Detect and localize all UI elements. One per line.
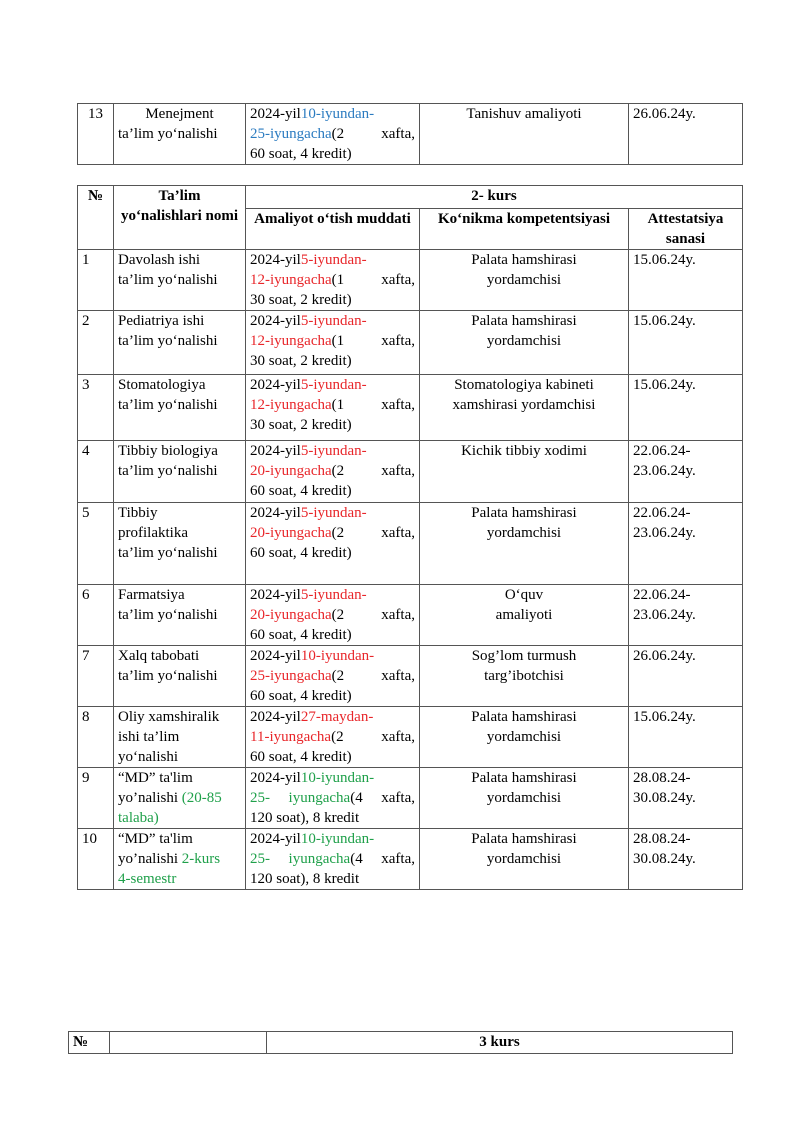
practice-duration: 2024-yil5-iyundan- 12-iyungacha(1 xafta, 30 soat, 2 kredit) — [246, 250, 420, 311]
header-date: Attestatsiya sanasi — [629, 209, 743, 250]
row-number: 4 — [78, 441, 114, 503]
table-row — [78, 829, 743, 890]
attestation-date: 22.06.24- 23.06.24y. — [629, 503, 743, 585]
attestation-date: 15.06.24y. — [629, 375, 743, 441]
table-row — [78, 585, 743, 646]
practice-table-top — [77, 103, 743, 165]
skill-competency: Palata hamshirasi yordamchisi — [420, 707, 629, 768]
attestation-date: 28.08.24- 30.08.24y. — [629, 829, 743, 890]
practice-table-course-2 — [77, 185, 743, 890]
row-number: 5 — [78, 503, 114, 585]
practice-duration: 2024-yil10-iyundan- 25- iyungacha(4 xafta, 120 soat), 8 kredit — [246, 829, 420, 890]
table-row — [78, 311, 743, 375]
header-direction-name: Ta’lim yo‘nalishlari nomi — [114, 186, 246, 250]
header-course: 3 kurs — [267, 1032, 733, 1054]
skill-competency: O‘quv amaliyoti — [420, 585, 629, 646]
table-body — [78, 250, 743, 890]
attestation-date: 15.06.24y. — [629, 707, 743, 768]
skill-competency: Palata hamshirasi yordamchisi — [420, 829, 629, 890]
direction-name: Stomatologiya ta’lim yo‘nalishi — [114, 375, 246, 441]
practice-duration: 2024-yil5-iyundan- 20-iyungacha(2 xafta, 60 soat, 4 kredit) — [246, 441, 420, 503]
row-number: 1 — [78, 250, 114, 311]
row-number: 9 — [78, 768, 114, 829]
header-number: № — [78, 186, 114, 250]
direction-name: Oliy xamshiralik ishi ta’lim yo‘nalishi — [114, 707, 246, 768]
attestation-date: 26.06.24y. — [629, 104, 743, 165]
direction-name: Tibbiy profilaktika ta’lim yo‘nalishi — [114, 503, 246, 585]
row-number: 8 — [78, 707, 114, 768]
row-number: 7 — [78, 646, 114, 707]
attestation-date: 15.06.24y. — [629, 250, 743, 311]
practice-duration: 2024-yil5-iyundan- 12-iyungacha(1 xafta, 30 soat, 2 kredit) — [246, 375, 420, 441]
practice-table-course-3 — [68, 1031, 733, 1054]
practice-duration: 2024-yil27-maydan- 11-iyungacha(2 xafta, 60 soat, 4 kredit) — [246, 707, 420, 768]
skill-competency: Kichik tibbiy xodimi — [420, 441, 629, 503]
practice-duration: 2024-yil10-iyundan- 25- iyungacha(4 xafta, 120 soat), 8 kredit — [246, 768, 420, 829]
skill-competency: Stomatologiya kabineti xamshirasi yordamchisi — [420, 375, 629, 441]
practice-duration: 2024-yil5-iyundan- 20-iyungacha(2 xafta, 60 soat, 4 kredit) — [246, 503, 420, 585]
header-empty — [110, 1032, 267, 1054]
practice-duration: 2024-yil10-iyundan- 25-iyungacha(2 xafta, 60 soat, 4 kredit) — [246, 104, 420, 165]
header-skill: Ko‘nikma kompetentsiyasi — [420, 209, 629, 250]
row-number: 3 — [78, 375, 114, 441]
direction-name: Xalq tabobati ta’lim yo‘nalishi — [114, 646, 246, 707]
table-row — [78, 441, 743, 503]
row-number: 2 — [78, 311, 114, 375]
skill-competency: Palata hamshirasi yordamchisi — [420, 503, 629, 585]
table-row — [78, 250, 743, 311]
header-number: № — [69, 1032, 110, 1054]
direction-name: Tibbiy biologiya ta’lim yo‘nalishi — [114, 441, 246, 503]
practice-duration: 2024-yil5-iyundan- 20-iyungacha(2 xafta, 60 soat, 4 kredit) — [246, 585, 420, 646]
practice-duration: 2024-yil10-iyundan- 25-iyungacha(2 xafta, 60 soat, 4 kredit) — [246, 646, 420, 707]
row-number: 10 — [78, 829, 114, 890]
attestation-date: 26.06.24y. — [629, 646, 743, 707]
direction-name: “MD” ta'lim yo’nalishi (20-85 talaba) — [114, 768, 246, 829]
table-row — [78, 768, 743, 829]
header-duration: Amaliyot o‘tish muddati — [246, 209, 420, 250]
practice-duration: 2024-yil5-iyundan- 12-iyungacha(1 xafta, 30 soat, 2 kredit) — [246, 311, 420, 375]
direction-name: Farmatsiya ta’lim yo‘nalishi — [114, 585, 246, 646]
header-course: 2- kurs — [246, 186, 743, 209]
attestation-date: 28.08.24- 30.08.24y. — [629, 768, 743, 829]
attestation-date: 22.06.24- 23.06.24y. — [629, 585, 743, 646]
attestation-date: 15.06.24y. — [629, 311, 743, 375]
direction-name: “MD” ta'lim yo’nalishi 2-kurs 4-semestr — [114, 829, 246, 890]
attestation-date: 22.06.24- 23.06.24y. — [629, 441, 743, 503]
skill-competency: Sog’lom turmush targ’ibotchisi — [420, 646, 629, 707]
table-row — [78, 503, 743, 585]
row-number: 13 — [78, 104, 114, 165]
direction-name: Pediatriya ishi ta’lim yo‘nalishi — [114, 311, 246, 375]
table-row — [78, 375, 743, 441]
header-row — [69, 1032, 733, 1054]
header-row — [78, 186, 743, 209]
table-row — [78, 104, 743, 165]
table-row — [78, 707, 743, 768]
row-number: 6 — [78, 585, 114, 646]
skill-competency: Palata hamshirasi yordamchisi — [420, 250, 629, 311]
direction-name: Davolash ishi ta’lim yo‘nalishi — [114, 250, 246, 311]
direction-name: Menejment ta’lim yo‘nalishi — [114, 104, 246, 165]
skill-competency: Tanishuv amaliyoti — [420, 104, 629, 165]
skill-competency: Palata hamshirasi yordamchisi — [420, 768, 629, 829]
table-row — [78, 646, 743, 707]
skill-competency: Palata hamshirasi yordamchisi — [420, 311, 629, 375]
